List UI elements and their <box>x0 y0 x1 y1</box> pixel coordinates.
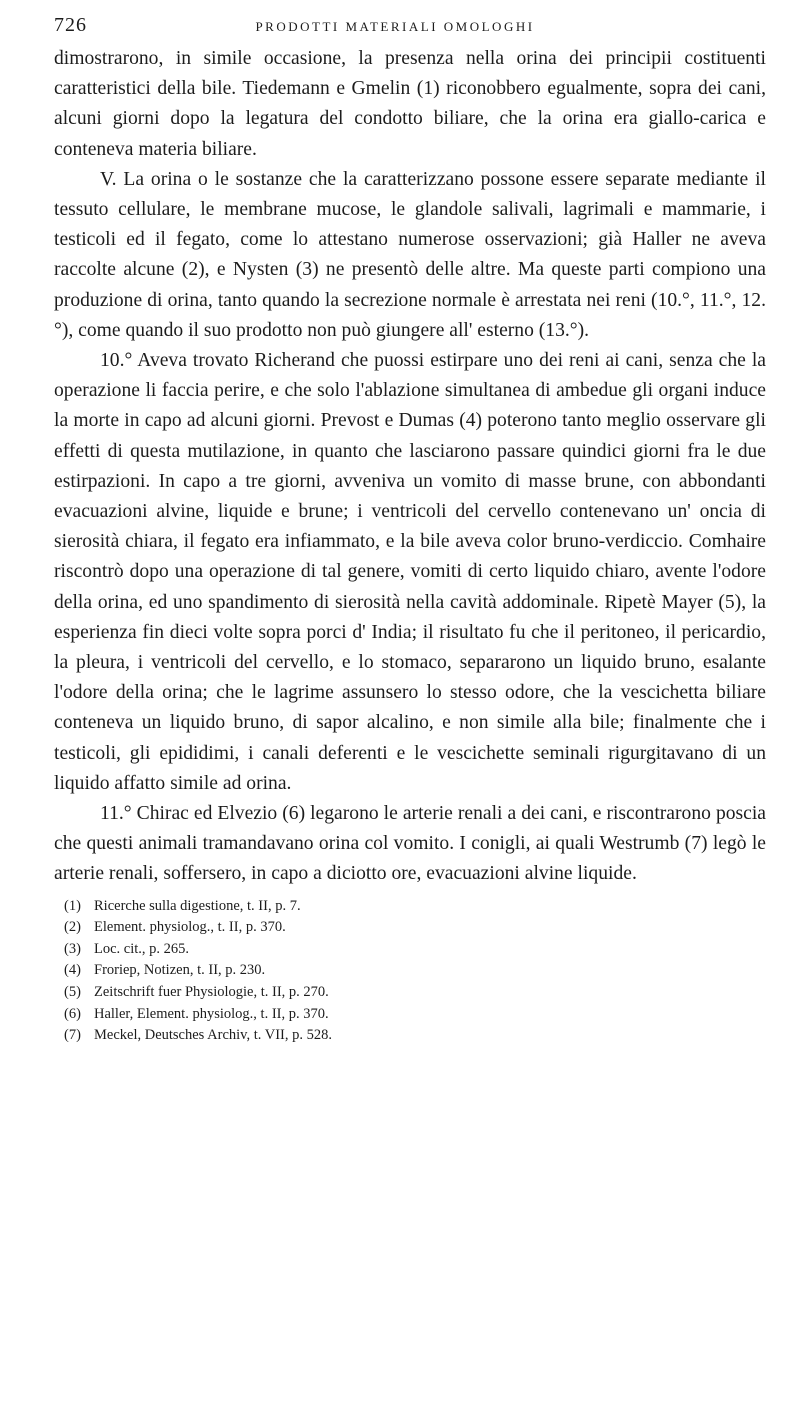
footnote <box>64 917 766 939</box>
footnote-number: (3) <box>64 940 81 957</box>
running-head <box>54 14 766 44</box>
footnote-text: Meckel, Deutsches Archiv, t. VII, p. 528. <box>94 1027 332 1044</box>
running-title: PRODOTTI MATERIALI OMOLOGHI <box>255 19 535 34</box>
paragraph-continuation: dimostrarono, in simile occasione, la presenza nella orina dei principii costituenti caratteristici della bile. Tiedemann e Gmelin (1) riconobbero egualmente, sopra dei cani, alcuni giorni dopo la legatura del condotto biliare, che la orina era giallo-carica e conteneva materia biliare. <box>54 48 766 160</box>
footnote-text: Loc. cit., p. 265. <box>94 940 190 957</box>
footnotes <box>54 896 766 1047</box>
footnote-text: Haller, Element. physiolog., t. II, p. 370. <box>94 1005 329 1022</box>
footnote <box>64 982 766 1004</box>
paragraph-11: 11.° Chirac ed Elvezio (6) legarono le arterie renali a dei cani, e riscontrarono poscia che questi animali tramandavano orina col vomito. I conigli, ai quali Westrumb (7) legò le arterie renali, soffersero, in capo a diciotto ore, evacuazioni alvine liquide. <box>54 803 766 885</box>
footnote-number: (7) <box>64 1027 81 1044</box>
page-number: 726 <box>54 14 87 36</box>
paragraph-section-v: V. La orina o le sostanze che la caratterizzano possone essere separate mediante il tessuto cellulare, le membrane mucose, le glandole salivali, lagrimali e mammarie, i testicoli ed il fegato, come lo attestano numerose osservazioni; già Haller ne aveva raccolte alcune (2), e Nysten (3) ne presentò delle altre. Ma queste parti compiono una produzione di orina, tanto quando la secrezione normale è arrestata nei reni (10.°, 11.°, 12.°), come quando il suo prodotto non può giungere all' esterno (13.°). <box>54 168 766 341</box>
footnote-number: (2) <box>64 919 81 936</box>
paragraph-10: 10.° Aveva trovato Richerand che puossi estirpare uno dei reni ai cani, senza che la operazione li faccia perire, e che solo l'ablazione simultanea di ambedue gli organi induce la morte in capo ad alcuni giorni. Prevost e Dumas (4) poterono tanto meglio osservare gli effetti di questa mutilazione, in quanto che lasciarono passare quindici giorni fra le due estirpazioni. In capo a tre giorni, avveniva un vomito di masse brune, con abbondanti evacuazioni alvine, liquide e brune; i ventricoli del cervello contenevano un' oncia di sierosità chiara, il fegato era infiammato, e la bile aveva color bruno-verdiccio. Comhaire riscontrò dopo una operazione di tal genere, vomiti di certo liquido chiaro, avente l'odore della orina, ed uno spandimento di sierosità nella cavità addominale. Ripetè Mayer (5), la esperienza fin dieci volte sopra porci d' India; il risultato fu che il peritoneo, il pericardio, la pleura, i ventricoli del cervello, e lo stomaco, separarono un liquido bruno, esalante l'odore della orina; che le lagrime assunsero lo stesso odore, che la vescichetta biliare conteneva un liquido bruno, di sapor alcalino, e non simile alla bile; finalmente che i testicoli, gli epididimi, i canali deferenti e le vescichette seminali rigurgitavano di un liquido affatto simile ad orina. <box>54 350 766 794</box>
footnote-number: (6) <box>64 1005 81 1022</box>
body-text <box>54 44 766 890</box>
footnote-number: (1) <box>64 897 81 914</box>
footnote <box>64 896 766 918</box>
footnote-text: Zeitschrift fuer Physiologie, t. II, p. 270. <box>94 984 329 1001</box>
footnote-number: (4) <box>64 962 81 979</box>
footnote-number: (5) <box>64 984 81 1001</box>
footnote <box>64 960 766 982</box>
footnote <box>64 1004 766 1026</box>
footnote-text: Froriep, Notizen, t. II, p. 230. <box>94 962 266 979</box>
footnote <box>64 939 766 961</box>
footnote-text: Ricerche sulla digestione, t. II, p. 7. <box>94 897 301 914</box>
footnote-text: Element. physiolog., t. II, p. 370. <box>94 919 286 936</box>
footnote <box>64 1025 766 1047</box>
